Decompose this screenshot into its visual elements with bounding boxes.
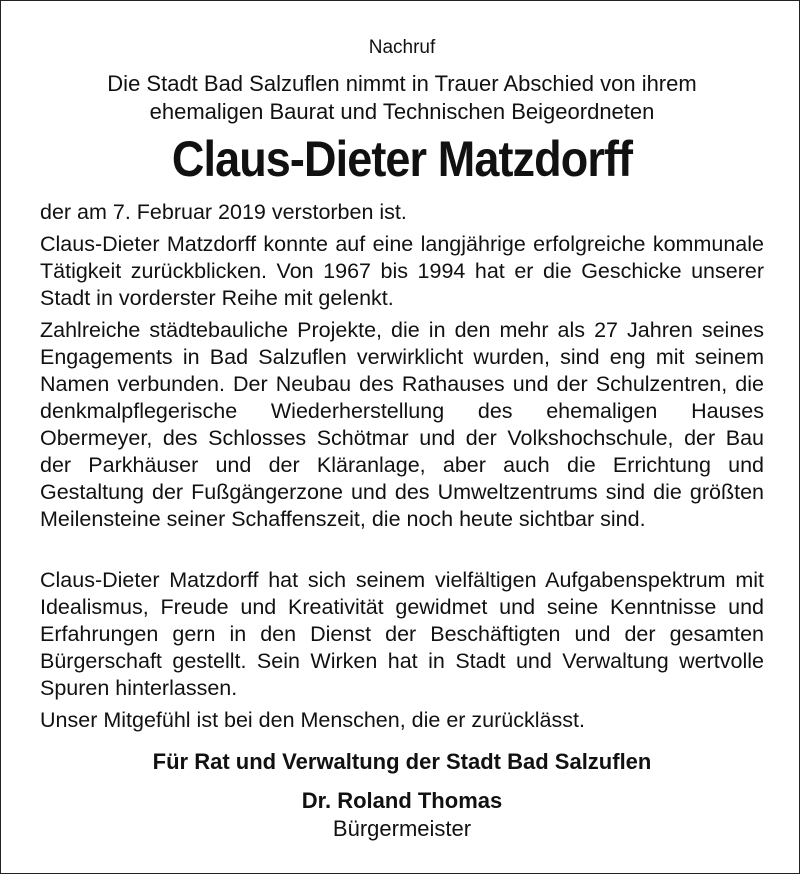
paragraph-projects: Zahlreiche städtebauliche Projekte, die in den mehr als 27 Jahren seines Engagements in Bad Salzuflen verwirklicht wurden, sind eng mit seinem Namen verbunden. Der Neubau des Rathauses und der Schulzentren, die denkmalpflegerische Wiederherstellung des ehemaligen Hauses Obermeyer, des Schlosses Schötmar und der Volkshochschule, der Bau der Parkhäuser und der Kläranlage, aber auch die Errichtung und Gestaltung der Fußgängerzone und des Umweltzentrums sind die größten Meilensteine seiner Schaffenszeit, die noch heute sichtbar sind. (40, 318, 764, 531)
deceased-name: Claus-Dieter Matzdorff (171, 131, 633, 187)
death-date-line: der am 7. Februar 2019 verstorben ist. (40, 200, 407, 224)
notice-heading: Nachruf (368, 37, 436, 58)
paragraph-legacy: Claus-Dieter Matzdorff hat sich seinem vielfältigen Aufgabenspektrum mit Idealismus, Freude und Kreativität gewidmet und seine Kenntnisse und Erfahrungen gern in den Dienst der Beschäftigten und der gesamten Bürgerschaft gestellt. Sein Wirken hat in Stadt und Verwaltung wertvolle Spuren hinterlassen. (40, 568, 764, 700)
signer-title: Bürgermeister (332, 816, 472, 841)
paragraph-condolence: Unser Mitgefühl ist bei den Menschen, die er zurücklässt. (40, 708, 585, 732)
intro-line-1: Die Stadt Bad Salzuflen nimmt in Trauer Abschied von ihrem (107, 71, 697, 96)
signer-name: Dr. Roland Thomas (301, 788, 503, 813)
intro-line-2: ehemaligen Baurat und Technischen Beigeordneten (149, 99, 655, 124)
signature-on-behalf: Für Rat und Verwaltung der Stadt Bad Salzuflen (152, 749, 652, 774)
paragraph-career: Claus-Dieter Matzdorff konnte auf eine langjährige erfolgreiche kommunale Tätigkeit zurückblicken. Von 1967 bis 1994 hat er die Geschicke unserer Stadt in vorderster Reihe mit gelenkt. (40, 232, 764, 310)
